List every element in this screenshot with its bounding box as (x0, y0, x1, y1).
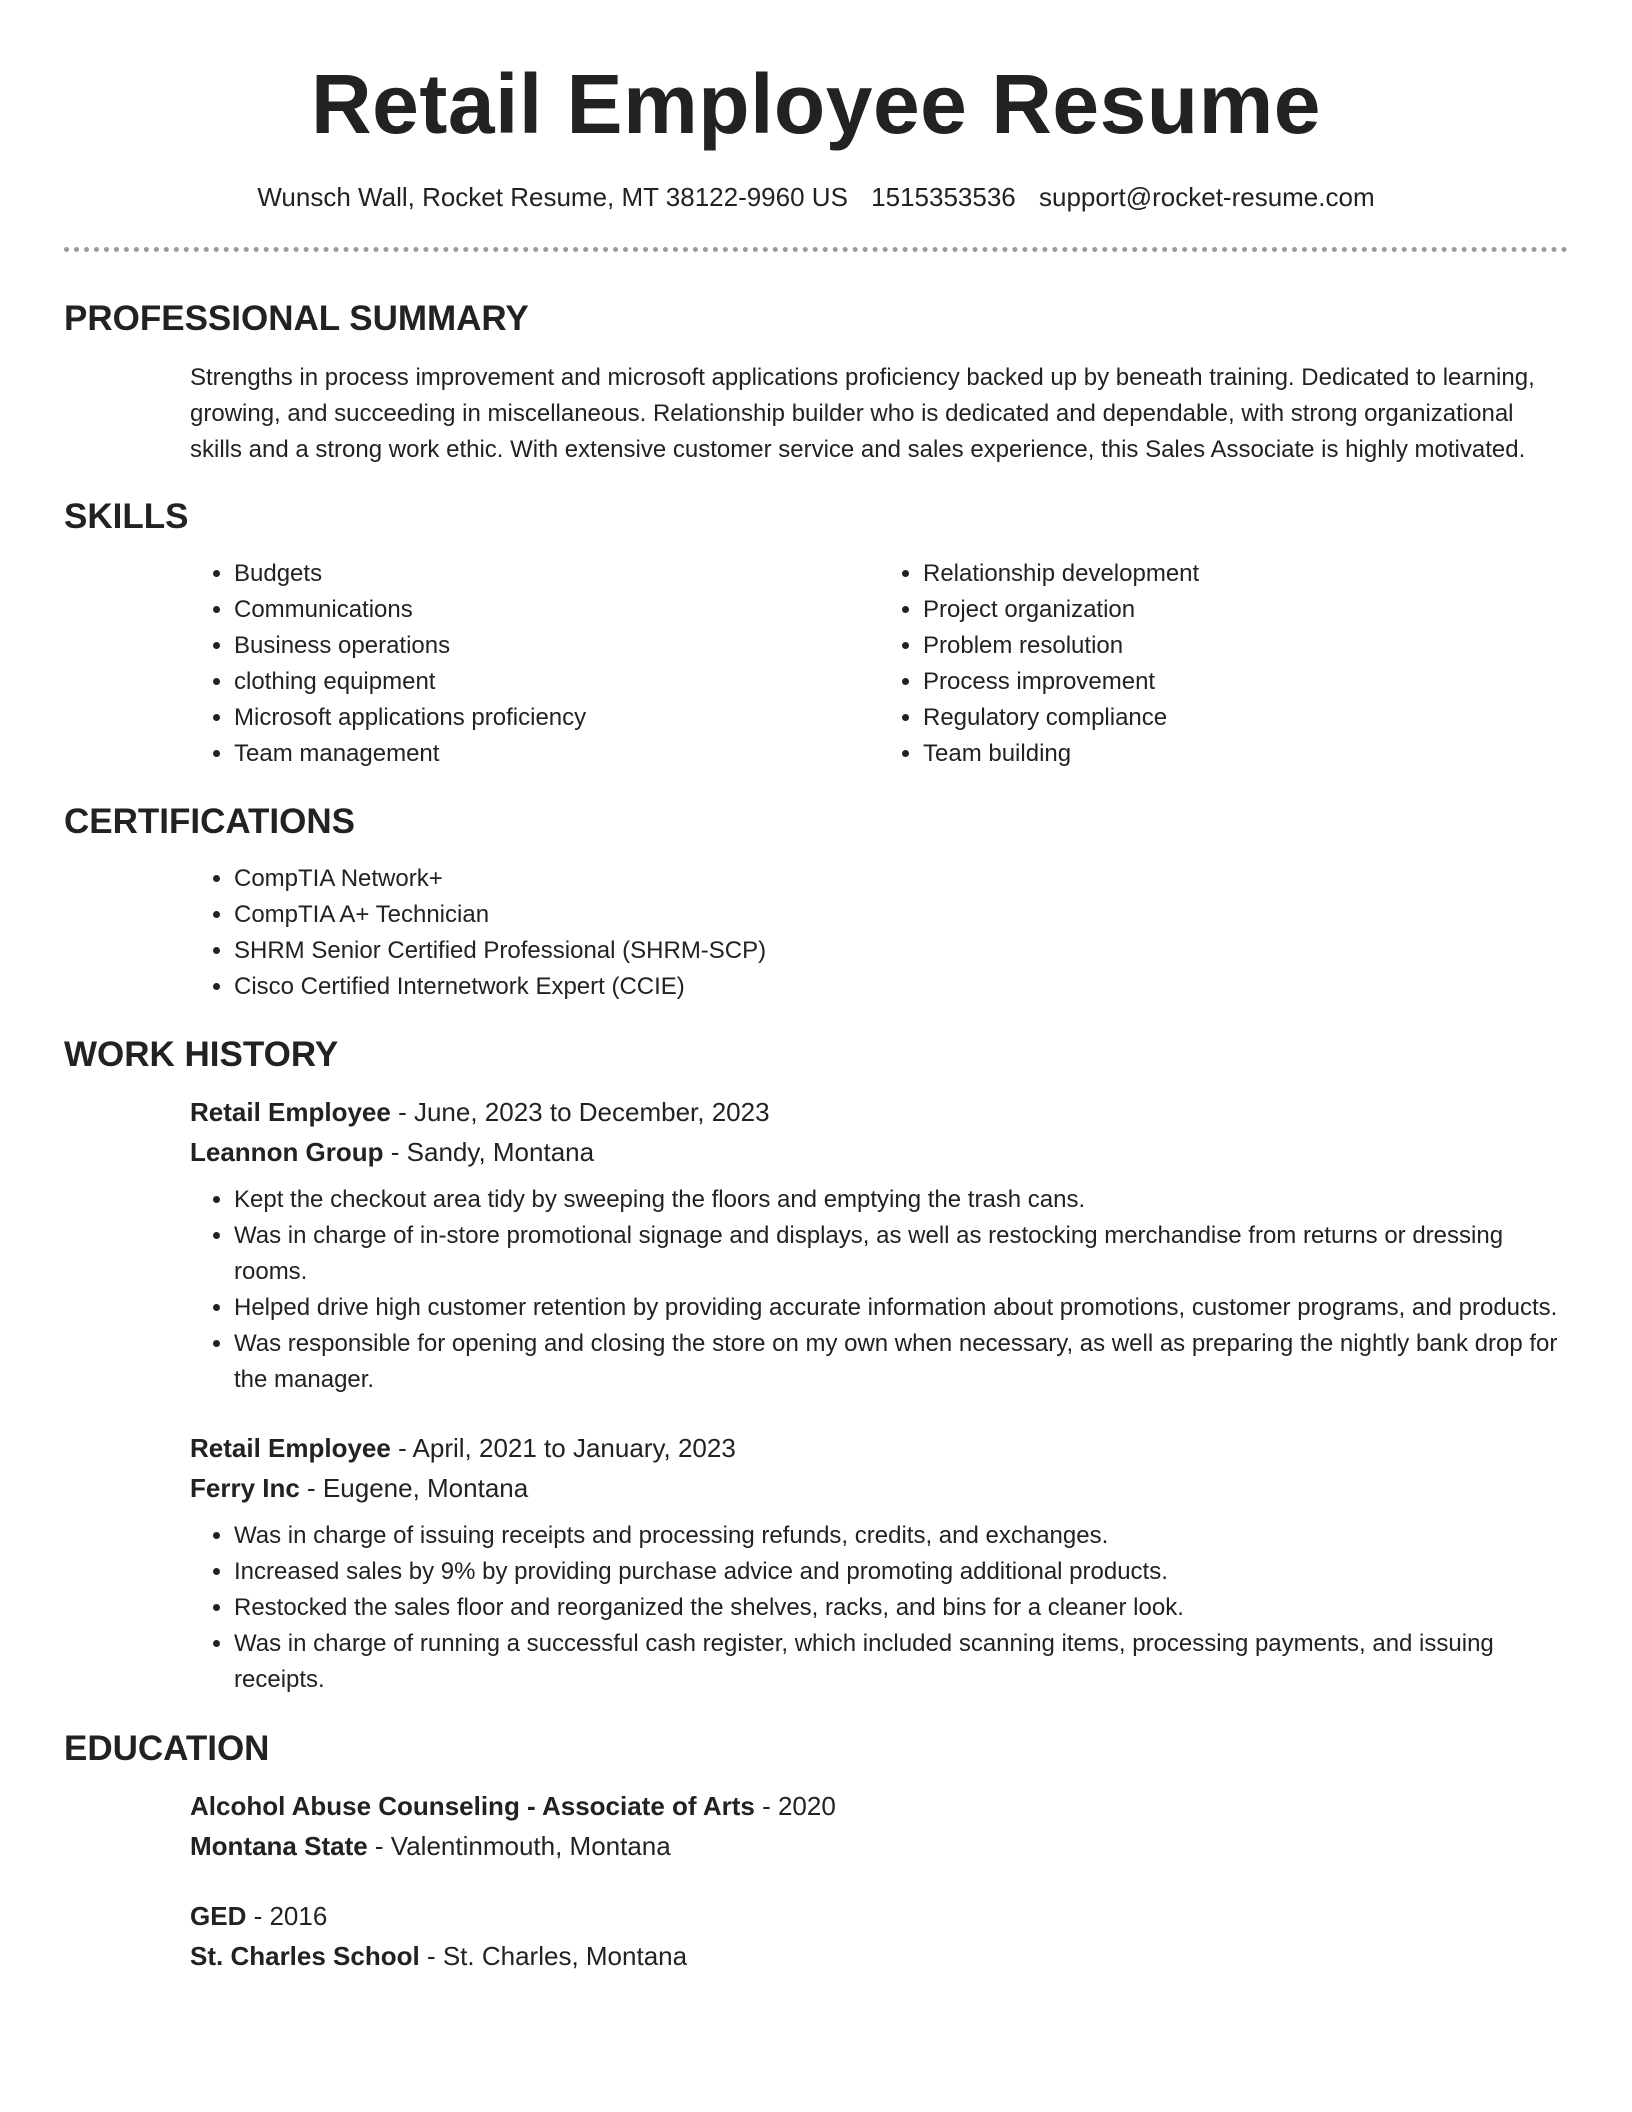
education-body (190, 1786, 1568, 1976)
degree-line (190, 1896, 1568, 1936)
address-text: Wunsch Wall, Rocket Resume, MT 38122-9960 US (257, 182, 848, 212)
degree-name: Alcohol Abuse Counseling - Associate of Arts (190, 1791, 755, 1821)
skill-item: • Team building (923, 736, 1568, 772)
skills-grid (190, 556, 1568, 772)
job-bullet: • Was in charge of running a successful cash register, which included scanning items, processing payments, and issuing receipts. (234, 1626, 1568, 1698)
job-entry (190, 1428, 1568, 1698)
certification-item: • SHRM Senior Certified Professional (SHRM-SCP) (234, 933, 1568, 969)
education-heading: EDUCATION (64, 1729, 270, 1768)
job-bullet: • Increased sales by 9% by providing purchase advice and promoting additional products. (234, 1554, 1568, 1590)
certification-item: • CompTIA Network+ (234, 861, 1568, 897)
degree-year: - 2016 (246, 1901, 328, 1931)
education-entry (190, 1896, 1568, 1976)
skill-item: • Microsoft applications proficiency (234, 700, 879, 736)
certifications-heading: CERTIFICATIONS (64, 802, 356, 841)
skills-heading: SKILLS (64, 497, 189, 536)
work-history-body (190, 1092, 1568, 1698)
job-company: Ferry Inc (190, 1473, 300, 1503)
job-title-line (190, 1092, 1568, 1132)
education-entry (190, 1786, 1568, 1866)
job-bullet: • Helped drive high customer retention by providing accurate information about promotions, customer programs, and products. (234, 1290, 1568, 1326)
skill-item: • Business operations (234, 628, 879, 664)
work-history-heading: WORK HISTORY (64, 1035, 339, 1074)
job-bullets (190, 1182, 1568, 1398)
job-title: Retail Employee (190, 1097, 391, 1127)
skill-item: • Budgets (234, 556, 879, 592)
certification-item: • CompTIA A+ Technician (234, 897, 1568, 933)
job-company-line (190, 1468, 1568, 1508)
skills-list-right (879, 556, 1568, 772)
certifications-section (64, 801, 1568, 1005)
skill-item: • Process improvement (923, 664, 1568, 700)
skill-item: • Regulatory compliance (923, 700, 1568, 736)
education-section (64, 1728, 1568, 1976)
certifications-body (190, 861, 1568, 1005)
job-title: Retail Employee (190, 1433, 391, 1463)
email-text: support@rocket-resume.com (1039, 182, 1375, 212)
skills-section (64, 496, 1568, 772)
job-company-line (190, 1132, 1568, 1172)
degree-name: GED (190, 1901, 247, 1931)
job-bullet: • Was responsible for opening and closing the store on my own when necessary, as well as preparing the nightly bank drop for the manager. (234, 1326, 1568, 1398)
work-history-section (64, 1034, 1568, 1698)
school-name: St. Charles School (190, 1941, 420, 1971)
skill-item: • clothing equipment (234, 664, 879, 700)
skill-item: • Project organization (923, 592, 1568, 628)
summary-heading: PROFESSIONAL SUMMARY (64, 299, 529, 338)
job-entry (190, 1092, 1568, 1398)
contact-line (64, 180, 1568, 214)
school-location: - St. Charles, Montana (419, 1941, 688, 1971)
job-bullet: • Was in charge of in-store promotional signage and displays, as well as restocking merchandise from returns or dressing rooms. (234, 1218, 1568, 1290)
job-bullet: • Kept the checkout area tidy by sweeping the floors and emptying the trash cans. (234, 1182, 1568, 1218)
school-name: Montana State (190, 1831, 368, 1861)
degree-line (190, 1786, 1568, 1826)
summary-text: Strengths in process improvement and microsoft applications proficiency backed up by beneath training. Dedicated to learning, growing, and succeeding in miscellaneous. Relationship builder who is dedicated and dependable, with strong organizational skills and a strong work ethic. With extensive customer service and sales experience, this Sales Associate is highly motivated. (190, 364, 1535, 463)
job-title-line (190, 1428, 1568, 1468)
skill-item: • Problem resolution (923, 628, 1568, 664)
job-bullet: • Was in charge of issuing receipts and processing refunds, credits, and exchanges. (234, 1518, 1568, 1554)
skill-item: • Team management (234, 736, 879, 772)
certification-item: • Cisco Certified Internetwork Expert (CCIE) (234, 969, 1568, 1005)
skill-item: • Communications (234, 592, 879, 628)
job-bullet: • Restocked the sales floor and reorganized the shelves, racks, and bins for a cleaner look. (234, 1590, 1568, 1626)
summary-body (190, 360, 1568, 468)
school-location: - Valentinmouth, Montana (367, 1831, 671, 1861)
degree-year: - 2020 (754, 1791, 836, 1821)
phone-text: 1515353536 (871, 182, 1016, 212)
skill-item: • Relationship development (923, 556, 1568, 592)
job-bullets (190, 1518, 1568, 1698)
summary-section (64, 298, 1568, 468)
job-company: Leannon Group (190, 1137, 384, 1167)
school-line (190, 1936, 1568, 1976)
job-location: - Eugene, Montana (299, 1473, 529, 1503)
job-location: - Sandy, Montana (383, 1137, 595, 1167)
certifications-list (190, 861, 1568, 1005)
job-dates: - April, 2021 to January, 2023 (390, 1433, 736, 1463)
job-dates: - June, 2023 to December, 2023 (390, 1097, 770, 1127)
school-line (190, 1826, 1568, 1866)
header-divider (64, 247, 1568, 252)
resume-title: Retail Employee Resume (310, 57, 1322, 151)
skills-list-left (190, 556, 879, 772)
